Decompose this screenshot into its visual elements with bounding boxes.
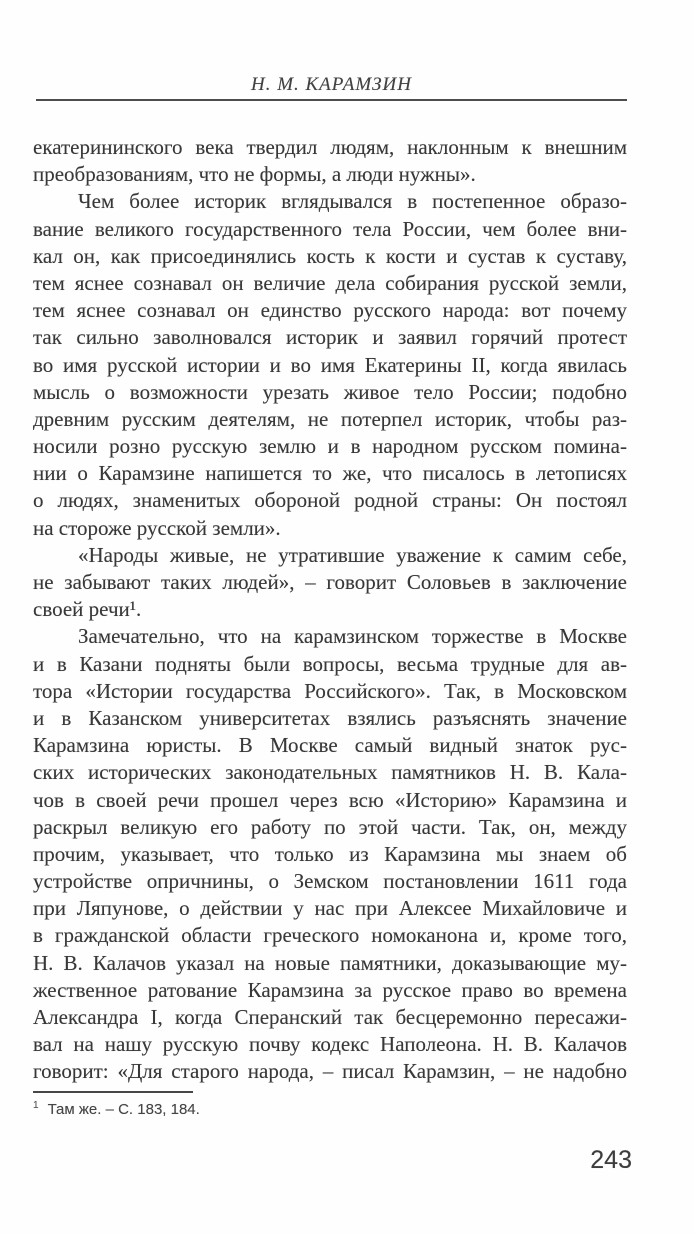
page-number: 243 (590, 1146, 632, 1174)
body-line: вал на нашу русскую почву кодекс Наполеона. Н. В. Калачов (33, 1032, 627, 1057)
body-text (33, 134, 627, 1086)
body-line: чов в своей речи прошел через всю «Историю» Карамзина и (33, 787, 627, 812)
body-line: в гражданской области греческого номоканона и, кроме того, (33, 923, 627, 948)
footnote-marker: 1 (33, 1100, 39, 1111)
body-line: носили розно русскую землю и в народном русском помина- (33, 434, 627, 459)
body-line: на стороже русской земли». (33, 515, 281, 540)
body-line: вание великого государственного тела России, чем более вни- (33, 216, 627, 241)
body-line: своей речи¹. (33, 597, 142, 622)
footnote-block (33, 1091, 627, 1118)
body-line: тем яснее сознавал он единство русского народа: вот почему (33, 298, 627, 323)
body-line: «Народы живые, не утратившие уважение к самим себе, (78, 542, 627, 567)
body-line: преобразованиям, что не формы, а люди нужны». (33, 162, 476, 187)
footnote-divider (33, 1091, 193, 1093)
body-line: и в Казанском университетах взялись разъяснять значение (33, 705, 627, 730)
body-line: не забывают таких людей», – говорит Соловьев в заключение (33, 570, 627, 594)
body-line: о людях, знаменитых обороной родной страны: Он постоял (33, 488, 627, 513)
body-line: ских исторических законодательных памятников Н. В. Кала- (33, 760, 627, 785)
body-line: Александра I, когда Сперанский так бесцеремонно пересажи- (33, 1005, 627, 1029)
body-line: устройстве опричнины, о Земском постановлении 1611 года (33, 869, 627, 894)
body-line: мысль о возможности урезать живое тело России; подобно (33, 379, 627, 404)
body-line: говорит: «Для старого народа, – писал Карамзин, – не надобно (33, 1059, 627, 1084)
footnote-text: Там же. – С. 183, 184. (47, 1101, 200, 1118)
body-line: и в Казани подняты были вопросы, весьма трудные для ав- (33, 651, 627, 676)
body-line: жественное ратование Карамзина за русское право во времена (33, 977, 627, 1002)
footnote (33, 1100, 627, 1118)
body-line: кал он, как присоединялись кость к кости и сустав к суставу, (33, 243, 627, 268)
body-line: Карамзина юристы. В Москве самый видный знаток рус- (33, 733, 627, 758)
running-header-title: Н. М. КАРАМЗИН (251, 74, 412, 95)
body-line: раскрыл великую его работу по этой части. Так, он, между (33, 814, 627, 839)
running-header (36, 74, 627, 101)
body-line: при Ляпунове, о действии у нас при Алексее Михайловиче и (33, 896, 627, 921)
body-line: прочим, указывает, что только из Карамзина мы знаем об (33, 841, 627, 866)
body-line: древним русским деятелям, не потерпел историк, чтобы раз- (33, 406, 627, 431)
body-line: Замечательно, что на карамзинском торжестве в Москве (78, 624, 627, 649)
body-line: во имя русской истории и во имя Екатерины II, когда явилась (33, 352, 627, 377)
body-line: тора «Истории государства Российского». Так, в Московском (33, 678, 627, 703)
body-line: нии о Карамзине напишется то же, что писалось в летописях (33, 461, 627, 486)
body-line: Чем более историк вглядывался в постепенное образо- (78, 189, 627, 214)
body-line: екатерининского века твердил людям, наклонным к внешним (33, 135, 627, 159)
body-line: так сильно заволновался историк и заявил горячий протест (33, 325, 627, 350)
body-line: Н. В. Калачов указал на новые памятники, доказывающие му- (33, 950, 627, 975)
body-line: тем яснее сознавал он величие дела собирания русской земли, (33, 270, 627, 295)
